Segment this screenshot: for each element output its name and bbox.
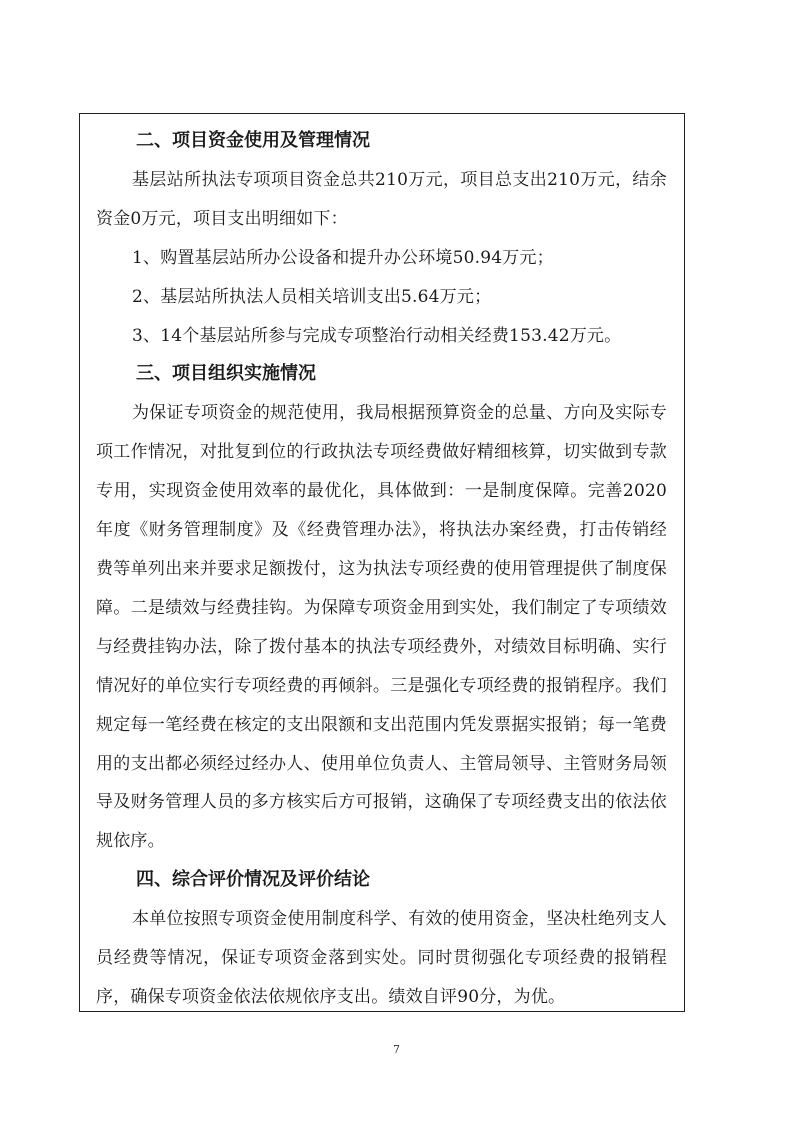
section-2-heading: 二、项目资金使用及管理情况 <box>136 130 370 151</box>
expense-item-1: 1、购置基层站所办公设备和提升办公环境50.94万元； <box>132 247 554 268</box>
section-4-body: 本单位按照专项资金使用制度科学、有效的使用资金，坚决杜绝列支人员经费等情况，保证专项资金落到实处。同时贯彻强化专项经费的报销程序，确保专项资金依法依规依序支出。绩效自评90分，为优。 <box>96 909 667 1007</box>
expense-item-3: 3、14个基层站所参与完成专项整治行动相关经费153.42万元。 <box>132 325 622 346</box>
page-number: 7 <box>393 1043 400 1056</box>
section-3-body: 为保证专项资金的规范使用，我局根据预算资金的总量、方向及实际专项工作情况，对批复到位的行政执法专项经费做好精细核算，切实做到专款专用，实现资金使用效率的最优化，具体做到：一是制度保障。完善2020年度《财务管理制度》及《经费管理办法》，将执法办案经费，打击传销经费等单列出来并要求足额拨付，这为执法专项经费的使用管理提供了制度保障。二是绩效与经费挂钩。为保障专项资金用到实处，我们制定了专项绩效与经费挂钩办法，除了拨付基本的执法专项经费外，对绩效目标明确、实行情况好的单位实行专项经费的再倾斜。三是强化专项经费的报销程序。我们规定每一笔经费在核定的支出限额和支出范围内凭发票据实报销；每一笔费用的支出都必须经过经办人、使用单位负责人、主管局领导、主管财务局领导及财务管理人员的多方核实后方可报销，这确保了专项经费支出的依法依规依序。 <box>96 403 667 852</box>
section-2-intro: 基层站所执法专项项目资金总共210万元，项目总支出210万元，结余资金0万元，项目支出明细如下： <box>96 169 667 229</box>
expense-item-2: 2、基层站所执法人员相关培训支出5.64万元； <box>132 286 492 307</box>
document-body <box>80 114 684 1011</box>
section-3-heading: 三、项目组织实施情况 <box>136 363 316 385</box>
content-table-frame <box>79 113 685 1012</box>
section-4-heading: 四、综合评价情况及评价结论 <box>136 869 370 891</box>
